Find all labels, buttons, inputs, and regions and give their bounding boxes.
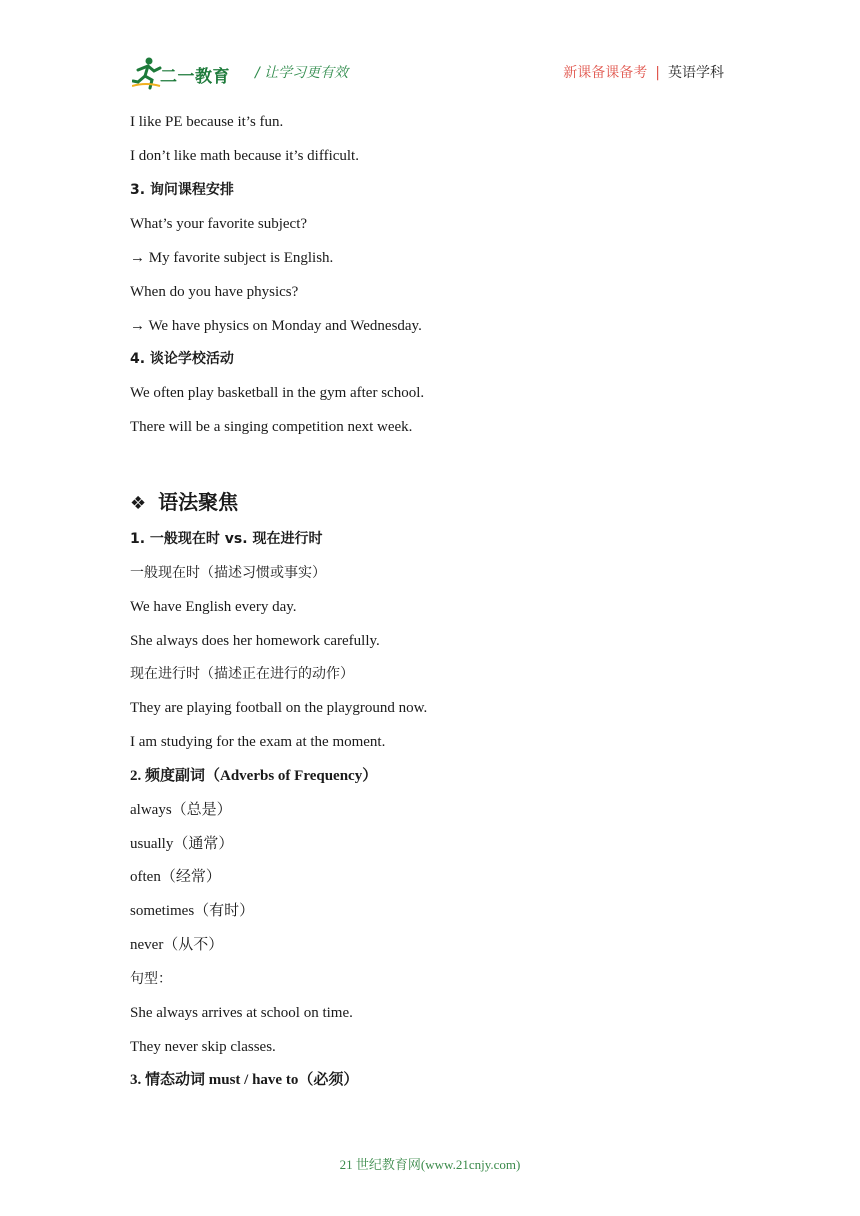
text-line: We often play basketball in the gym after school. [130,385,425,401]
logo-text: 二一教育 [160,67,230,87]
course-label: 新课备课备考 [563,65,648,81]
subheading: 3. 询问课程安排 [130,182,234,198]
subheading: 4. 谈论学校活动 [130,351,234,367]
text-line: She always does her homework carefully. [130,633,380,649]
subject-label: 英语学科 [668,65,724,81]
page-footer: 21 世纪教育网(www.21cnjy.com) [339,1157,521,1172]
text-line: We have English every day. [130,599,297,615]
section-heading [130,486,238,515]
section-title: 语法聚焦 [158,490,239,514]
slogan: / 让学习更有效 [255,65,349,81]
text-line: → We have physics on Monday and Wednesday. [130,318,422,334]
text-line: They never skip classes. [130,1039,276,1055]
text-line: 一般现在时（描述习惯或事实） [130,565,326,581]
header-right [563,62,724,82]
diamond-bullet-icon: ❖ [130,493,147,514]
text-line: I like PE because it’s fun. [130,114,284,130]
text-line: What’s your favorite subject? [130,216,308,232]
page-header [0,0,860,100]
text-line: never（从不） [130,937,224,953]
brand-logo [132,56,242,90]
text-line: often（经常） [130,869,221,885]
runner-icon [132,56,162,90]
text-line: sometimes（有时） [130,903,255,919]
text-line: usually（通常） [130,836,234,852]
text-line: I am studying for the exam at the moment. [130,734,386,750]
text-line: She always arrives at school on time. [130,1005,353,1021]
subheading: 1. 一般现在时 vs. 现在进行时 [130,531,323,547]
text-line: When do you have physics? [130,284,299,300]
header-separator: | [655,65,660,81]
text-line: 句型： [130,971,172,987]
text-line: always（总是） [130,802,232,818]
text-line: They are playing football on the playground now. [130,700,428,716]
subheading: 3. 情态动词 must / have to（必须） [130,1072,359,1088]
subheading: 2. 频度副词（Adverbs of Frequency） [130,768,378,784]
text-line: There will be a singing competition next week. [130,419,413,435]
text-line: I don’t like math because it’s difficult. [130,148,359,164]
text-line: → My favorite subject is English. [130,250,334,266]
text-line: 现在进行时（描述正在进行的动作） [130,666,354,682]
